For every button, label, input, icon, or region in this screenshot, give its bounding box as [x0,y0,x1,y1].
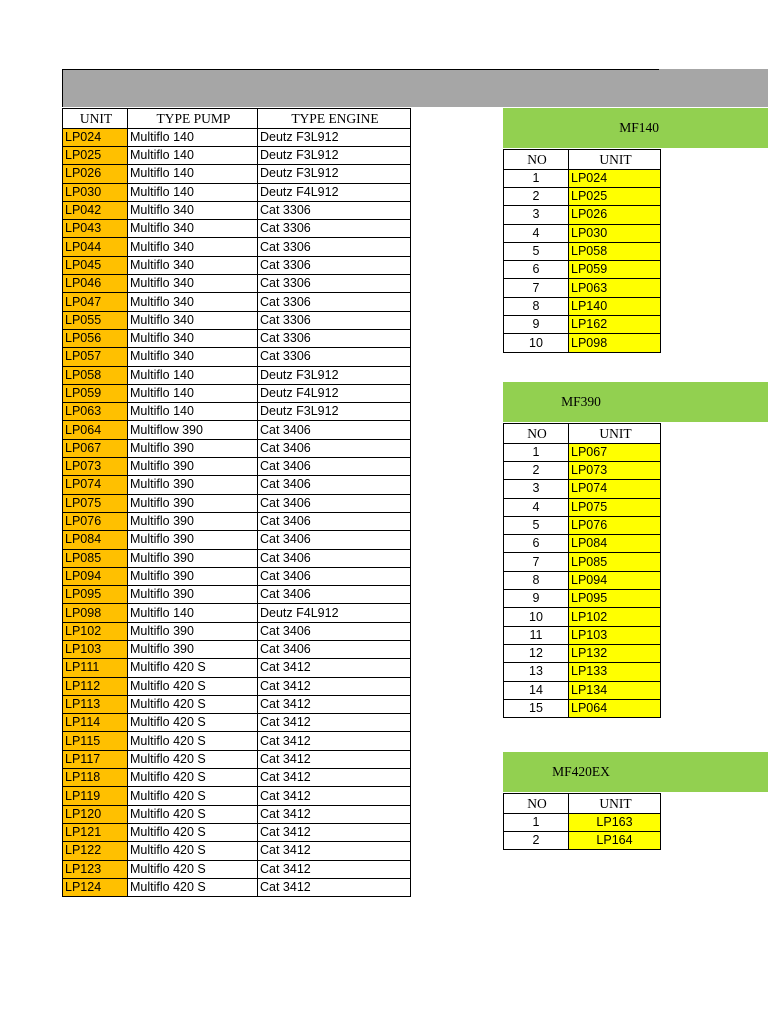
unit-cell: LP164 [569,831,661,849]
type-pump-cell: Multiflo 340 [128,348,258,366]
unit-cell: LP103 [63,641,128,659]
group-row [504,681,661,699]
unit-cell: LP058 [63,366,128,384]
unit-cell: LP064 [569,699,661,717]
no-cell: 9 [504,316,569,334]
type-engine-cell: Cat 3306 [258,220,411,238]
unit-cell: LP084 [569,535,661,553]
table-row [63,476,411,494]
no-cell: 5 [504,242,569,260]
pump-unit-table [62,108,411,897]
no-cell: 4 [504,498,569,516]
type-pump-cell: Multiflo 340 [128,220,258,238]
type-pump-cell: Multiflo 420 S [128,860,258,878]
group-row [504,261,661,279]
type-engine-cell: Cat 3406 [258,549,411,567]
table-row [63,348,411,366]
group-row [504,443,661,461]
no-cell: 12 [504,644,569,662]
unit-cell: LP140 [569,297,661,315]
table-row [63,604,411,622]
no-cell: 7 [504,279,569,297]
type-engine-cell: Cat 3406 [258,476,411,494]
type-engine-cell: Cat 3412 [258,860,411,878]
table-row [63,439,411,457]
unit-cell: LP084 [63,531,128,549]
table-row [63,714,411,732]
type-pump-cell: Multiflo 390 [128,439,258,457]
unit-cell: LP059 [63,384,128,402]
type-engine-cell: Cat 3406 [258,641,411,659]
type-engine-cell: Cat 3306 [258,201,411,219]
type-pump-cell: Multiflow 390 [128,421,258,439]
table-header-row [63,109,411,129]
type-pump-cell: Multiflo 420 S [128,823,258,841]
unit-cell: LP095 [569,590,661,608]
no-cell: 2 [504,461,569,479]
no-cell: 3 [504,206,569,224]
no-cell: 13 [504,663,569,681]
type-engine-cell: Cat 3306 [258,348,411,366]
no-cell: 4 [504,224,569,242]
unit-cell: LP117 [63,750,128,768]
group-row [504,279,661,297]
group-body [504,813,661,850]
group-row [504,242,661,260]
group-row [504,224,661,242]
type-pump-cell: Multiflo 420 S [128,750,258,768]
type-pump-cell: Multiflo 420 S [128,714,258,732]
type-pump-cell: Multiflo 390 [128,622,258,640]
header-no: NO [504,424,569,444]
unit-cell: LP063 [569,279,661,297]
unit-cell: LP056 [63,329,128,347]
type-pump-cell: Multiflo 420 S [128,878,258,896]
unit-cell: LP076 [569,516,661,534]
unit-cell: LP058 [569,242,661,260]
type-pump-cell: Multiflo 340 [128,293,258,311]
group-row [504,663,661,681]
type-engine-cell: Cat 3406 [258,439,411,457]
group-body [504,169,661,352]
table-row [63,275,411,293]
no-cell: 6 [504,535,569,553]
unit-cell: LP122 [63,842,128,860]
table-row [63,860,411,878]
type-engine-cell: Cat 3412 [258,750,411,768]
unit-cell: LP047 [63,293,128,311]
unit-cell: LP073 [63,458,128,476]
table-row [63,586,411,604]
type-engine-cell: Deutz F3L912 [258,128,411,146]
header-no: NO [504,150,569,170]
unit-cell: LP102 [63,622,128,640]
unit-cell: LP074 [63,476,128,494]
type-engine-cell: Cat 3306 [258,275,411,293]
unit-cell: LP094 [569,571,661,589]
group-header-row [504,794,661,814]
type-engine-cell: Cat 3406 [258,512,411,530]
unit-cell: LP085 [63,549,128,567]
group-row [504,480,661,498]
unit-cell: LP113 [63,695,128,713]
unit-cell: LP046 [63,275,128,293]
unit-cell: LP024 [569,169,661,187]
table-row [63,146,411,164]
group-row [504,187,661,205]
table-row [63,787,411,805]
no-cell: 7 [504,553,569,571]
unit-cell: LP163 [569,813,661,831]
no-cell: 2 [504,831,569,849]
type-engine-cell: Cat 3306 [258,329,411,347]
unit-cell: LP042 [63,201,128,219]
type-pump-cell: Multiflo 390 [128,458,258,476]
type-pump-cell: Multiflo 340 [128,238,258,256]
table-row [63,878,411,896]
header-unit: UNIT [63,109,128,129]
type-engine-cell: Cat 3412 [258,769,411,787]
type-pump-cell: Multiflo 390 [128,567,258,585]
unit-cell: LP025 [63,146,128,164]
header-unit: UNIT [569,424,661,444]
type-pump-cell: Multiflo 140 [128,165,258,183]
type-pump-cell: Multiflo 340 [128,275,258,293]
type-engine-cell: Cat 3406 [258,622,411,640]
type-engine-cell: Deutz F3L912 [258,165,411,183]
group-header-row [504,150,661,170]
type-pump-cell: Multiflo 390 [128,476,258,494]
table-row [63,659,411,677]
group-title: MF420EX [552,764,610,779]
type-engine-cell: Deutz F4L912 [258,604,411,622]
type-pump-cell: Multiflo 420 S [128,842,258,860]
type-engine-cell: Cat 3306 [258,256,411,274]
type-pump-cell: Multiflo 420 S [128,769,258,787]
table-row [63,183,411,201]
type-engine-cell: Cat 3306 [258,238,411,256]
group-row [504,608,661,626]
unit-cell: LP075 [63,494,128,512]
table-row [63,805,411,823]
no-cell: 1 [504,443,569,461]
unit-cell: LP111 [63,659,128,677]
unit-cell: LP094 [63,567,128,585]
type-pump-cell: Multiflo 140 [128,128,258,146]
type-pump-cell: Multiflo 140 [128,146,258,164]
no-cell: 3 [504,480,569,498]
type-pump-cell: Multiflo 140 [128,604,258,622]
no-cell: 10 [504,608,569,626]
unit-cell: LP114 [63,714,128,732]
group-table-mf140 [503,149,661,353]
unit-cell: LP045 [63,256,128,274]
unit-cell: LP057 [63,348,128,366]
unit-cell: LP076 [63,512,128,530]
group-row [504,535,661,553]
type-pump-cell: Multiflo 140 [128,403,258,421]
type-pump-cell: Multiflo 140 [128,384,258,402]
no-cell: 1 [504,813,569,831]
header-unit: UNIT [569,794,661,814]
type-pump-cell: Multiflo 140 [128,183,258,201]
type-pump-cell: Multiflo 390 [128,549,258,567]
type-pump-cell: Multiflo 390 [128,641,258,659]
no-cell: 14 [504,681,569,699]
group-row [504,699,661,717]
type-engine-cell: Cat 3406 [258,494,411,512]
type-engine-cell: Cat 3412 [258,695,411,713]
type-pump-cell: Multiflo 420 S [128,805,258,823]
table-row [63,695,411,713]
title-banner [62,69,768,107]
table-row [63,128,411,146]
type-engine-cell: Cat 3406 [258,458,411,476]
unit-cell: LP132 [569,644,661,662]
table-row [63,220,411,238]
type-pump-cell: Multiflo 140 [128,366,258,384]
table-row [63,238,411,256]
unit-cell: LP059 [569,261,661,279]
no-cell: 6 [504,261,569,279]
type-pump-cell: Multiflo 420 S [128,695,258,713]
group-row [504,206,661,224]
table-body [63,128,411,896]
group-row [504,571,661,589]
group-row [504,334,661,352]
table-row [63,403,411,421]
unit-cell: LP030 [63,183,128,201]
header-type-pump: TYPE PUMP [128,109,258,129]
table-row [63,165,411,183]
unit-cell: LP067 [569,443,661,461]
type-engine-cell: Deutz F4L912 [258,183,411,201]
type-pump-cell: Multiflo 420 S [128,659,258,677]
type-engine-cell: Cat 3406 [258,567,411,585]
unit-cell: LP162 [569,316,661,334]
table-row [63,458,411,476]
unit-cell: LP119 [63,787,128,805]
header-no: NO [504,794,569,814]
table-row [63,677,411,695]
unit-cell: LP075 [569,498,661,516]
unit-cell: LP030 [569,224,661,242]
unit-cell: LP134 [569,681,661,699]
table-row [63,329,411,347]
unit-cell: LP043 [63,220,128,238]
group-row [504,813,661,831]
no-cell: 1 [504,169,569,187]
type-engine-cell: Cat 3412 [258,732,411,750]
table-row [63,256,411,274]
unit-cell: LP115 [63,732,128,750]
unit-cell: LP055 [63,311,128,329]
group-row [504,498,661,516]
table-row [63,494,411,512]
group-header-mf390 [503,382,768,422]
type-engine-cell: Deutz F3L912 [258,366,411,384]
unit-cell: LP121 [63,823,128,841]
type-engine-cell: Cat 3412 [258,787,411,805]
no-cell: 2 [504,187,569,205]
table-row [63,732,411,750]
type-engine-cell: Cat 3412 [258,823,411,841]
group-header-mf140 [503,108,768,148]
group-header-mf420ex [503,752,768,792]
type-pump-cell: Multiflo 340 [128,256,258,274]
unit-cell: LP120 [63,805,128,823]
type-pump-cell: Multiflo 340 [128,311,258,329]
unit-cell: LP103 [569,626,661,644]
unit-cell: LP118 [63,769,128,787]
type-engine-cell: Cat 3406 [258,421,411,439]
table-row [63,842,411,860]
type-engine-cell: Cat 3406 [258,531,411,549]
type-engine-cell: Deutz F3L912 [258,146,411,164]
type-pump-cell: Multiflo 340 [128,329,258,347]
type-engine-cell: Cat 3412 [258,878,411,896]
header-type-engine: TYPE ENGINE [258,109,411,129]
type-pump-cell: Multiflo 390 [128,494,258,512]
table-row [63,201,411,219]
type-pump-cell: Multiflo 420 S [128,732,258,750]
table-row [63,641,411,659]
type-pump-cell: Multiflo 340 [128,201,258,219]
table-row [63,531,411,549]
unit-cell: LP026 [63,165,128,183]
no-cell: 8 [504,571,569,589]
type-pump-cell: Multiflo 420 S [128,787,258,805]
type-pump-cell: Multiflo 390 [128,586,258,604]
group-row [504,297,661,315]
no-cell: 5 [504,516,569,534]
unit-cell: LP024 [63,128,128,146]
group-row [504,316,661,334]
group-row [504,169,661,187]
no-cell: 15 [504,699,569,717]
table-row [63,366,411,384]
table-row [63,421,411,439]
group-title: MF140 [619,120,659,135]
type-pump-cell: Multiflo 390 [128,531,258,549]
group-row [504,590,661,608]
type-engine-cell: Cat 3412 [258,805,411,823]
unit-cell: LP025 [569,187,661,205]
table-row [63,293,411,311]
group-row [504,626,661,644]
unit-cell: LP112 [63,677,128,695]
unit-cell: LP044 [63,238,128,256]
unit-cell: LP124 [63,878,128,896]
type-engine-cell: Cat 3412 [258,842,411,860]
type-engine-cell: Cat 3306 [258,311,411,329]
table-row [63,622,411,640]
unit-cell: LP063 [63,403,128,421]
group-header-row [504,424,661,444]
unit-cell: LP123 [63,860,128,878]
unit-cell: LP073 [569,461,661,479]
table-row [63,823,411,841]
group-row [504,553,661,571]
type-engine-cell: Cat 3412 [258,677,411,695]
unit-cell: LP074 [569,480,661,498]
table-row [63,512,411,530]
unit-cell: LP102 [569,608,661,626]
type-engine-cell: Deutz F4L912 [258,384,411,402]
unit-cell: LP026 [569,206,661,224]
unit-cell: LP098 [569,334,661,352]
table-row [63,549,411,567]
banner-edge [659,69,768,70]
group-row [504,644,661,662]
group-title: MF390 [561,394,601,409]
group-table-mf390 [503,423,661,718]
no-cell: 9 [504,590,569,608]
unit-cell: LP067 [63,439,128,457]
type-pump-cell: Multiflo 420 S [128,677,258,695]
type-engine-cell: Deutz F3L912 [258,403,411,421]
unit-cell: LP133 [569,663,661,681]
unit-cell: LP064 [63,421,128,439]
group-row [504,461,661,479]
table-row [63,384,411,402]
table-row [63,567,411,585]
group-row [504,831,661,849]
type-engine-cell: Cat 3412 [258,714,411,732]
no-cell: 10 [504,334,569,352]
unit-cell: LP085 [569,553,661,571]
type-engine-cell: Cat 3412 [258,659,411,677]
unit-cell: LP095 [63,586,128,604]
type-pump-cell: Multiflo 390 [128,512,258,530]
no-cell: 11 [504,626,569,644]
header-unit: UNIT [569,150,661,170]
group-row [504,516,661,534]
no-cell: 8 [504,297,569,315]
table-row [63,311,411,329]
group-body [504,443,661,717]
group-table-mf420ex [503,793,661,850]
unit-cell: LP098 [63,604,128,622]
type-engine-cell: Cat 3306 [258,293,411,311]
table-row [63,750,411,768]
type-engine-cell: Cat 3406 [258,586,411,604]
table-row [63,769,411,787]
